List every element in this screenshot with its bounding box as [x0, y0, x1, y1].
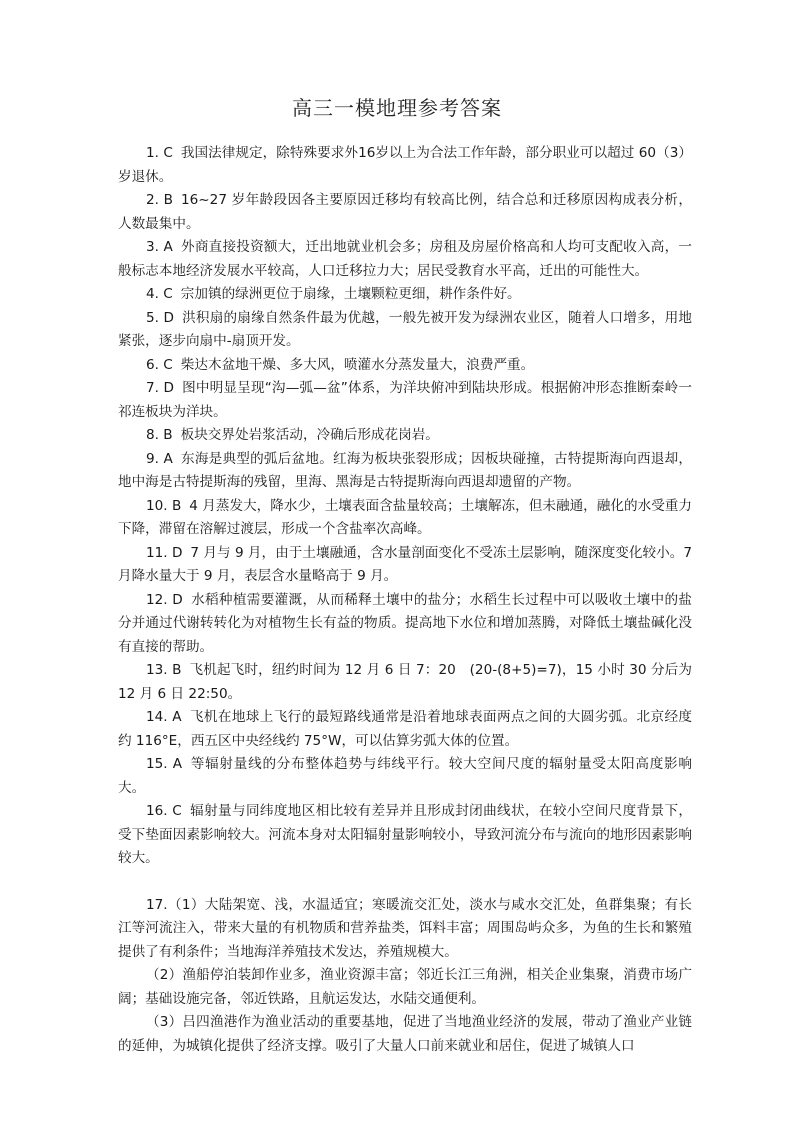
- answer-text: 图中明显呈现“沟—弧—盆”体系，为洋块俯冲到陆块形成。根据俯冲形态推断秦岭一祁连板块为洋块。: [118, 380, 692, 420]
- answer-number: 5. D: [146, 309, 174, 326]
- answer-text: 4 月蒸发大，降水少，土壤表面含盐量较高；土壤解冻，但未融通，融化的水受重力下降，滞留在溶解过渡层，形成一个含盐率次高峰。: [118, 497, 693, 537]
- answer-number: 16. C: [146, 803, 182, 819]
- answer-item: [118, 307, 692, 354]
- answer-item: [118, 283, 692, 307]
- answer-number: 4. C: [146, 286, 173, 302]
- section-spacer: [118, 871, 692, 894]
- answer-number: 7. D: [146, 380, 174, 396]
- answer-item: [118, 236, 692, 283]
- answer-number: 11. D: [146, 544, 183, 561]
- answer-number: 14. A: [146, 709, 182, 725]
- answer-item: [118, 495, 692, 542]
- answer-text: 宗加镇的绿洲更位于扇缘，土壤颗粒更细，耕作条件好。: [180, 286, 521, 302]
- answer-text: 16~27 岁年龄段因各主要原因迁移均有较高比例，结合总和迁移原因构成表分析，人数最集中。: [118, 192, 692, 232]
- answer-text: 飞机起飞时，纽约时间为 12 月 6 日 7：20 (20-(8+5)=7)，15 小时 30 分后为 12 月 6 日 22:50。: [118, 662, 692, 702]
- answer-item: [118, 542, 692, 589]
- answer-item: [118, 659, 692, 706]
- answer-item: [118, 589, 692, 660]
- answer-text: 7 月与 9 月，由于土壤融通，含水量剖面变化不受冻土层影响，随深度变化较小。7 月降水量大于 9 月，表层含水量略高于 9 月。: [118, 544, 692, 584]
- answer-text: 等辐射量线的分布整体趋势与纬线平行。较大空间尺度的辐射量受太阳高度影响大。: [118, 756, 692, 796]
- answer-text: 辐射量与同纬度地区相比较有差异并且形成封闭曲线状，在较小空间尺度背景下，受下垫面因素影响较大。河流本身对太阳辐射量影响较小，导致河流分布与流向的地形因素影响较大。: [118, 803, 693, 866]
- answer-number: 1. C: [146, 145, 173, 161]
- answer-text: 洪积扇的扇缘自然条件最为优越，一般先被开发为绿洲农业区，随着人口增多，用地紧张，逐步向扇中-扇顶开发。: [118, 309, 692, 349]
- answer-text: 板块交界处岩浆活动，冷确后形成花岗岩。: [180, 427, 439, 443]
- answer-text: 外商直接投资额大，迁出地就业机会多；房租及房屋价格高和人均可支配收入高，一般标志本地经济发展水平较高，人口迁移拉力大；居民受教育水平高，迁出的可能性大。: [118, 239, 692, 279]
- answer-text: 我国法律规定，除特殊要求外16岁以上为合法工作年龄，部分职业可以超过 60（3）岁退休。: [118, 145, 692, 185]
- answer-list: [118, 142, 692, 871]
- answer-number: 3. A: [146, 239, 173, 255]
- answer-text: 柴达木盆地干燥、多大风，喷灌水分蒸发量大，浪费严重。: [180, 356, 535, 373]
- answer-item: [118, 354, 692, 378]
- question-17-answers: [118, 894, 692, 1059]
- answer-number: 15. A: [146, 756, 182, 772]
- answer-content: [118, 142, 692, 1058]
- answer-number: 12. D: [146, 591, 183, 608]
- answer-number: 8. B: [146, 427, 173, 443]
- answer-number: 9. A: [146, 450, 173, 467]
- answer-item: [118, 706, 692, 753]
- answer-item: [118, 800, 692, 871]
- page-title: 高三一模地理参考答案: [292, 96, 502, 120]
- answer-item: [118, 189, 692, 236]
- answer-item: [118, 424, 692, 448]
- q17-paragraph: 17.（1）大陆架宽、浅，水温适宜；寒暖流交汇处，淡水与咸水交汇处，鱼群集聚；有长江等河流注入，带来大量的有机物质和营养盐类，饵料丰富；周围岛屿众多，为鱼的生长和繁殖提供了有利条件；当地海洋养殖技术发达，养殖规模大。: [118, 896, 692, 960]
- answer-item: [118, 377, 692, 424]
- answer-text: 飞机在地球上飞行的最短路线通常是沿着地球表面两点之间的大圆劣弧。北京经度约 116°E，西五区中央经线约 75°W，可以估算劣弧大体的位置。: [118, 709, 692, 749]
- q17-paragraph: （3）吕四渔港作为渔业活动的重要基地，促进了当地渔业经济的发展，带动了渔业产业链的延伸，为城镇化提供了经济支撑。吸引了大量人口前来就业和居住，促进了城镇人口: [118, 1014, 692, 1054]
- answer-item: [118, 753, 692, 800]
- answer-text: 东海是典型的弧后盆地。红海为板块张裂形成；因板块碰撞，古特提斯海向西退却，地中海是古特提斯海的残留，里海、黑海是古特提斯海向西退却遗留的产物。: [118, 450, 692, 490]
- answer-item: [118, 448, 692, 495]
- answer-number: 13. B: [146, 662, 182, 678]
- answer-text: 水稻种植需要灌溉，从而稀释土壤中的盐分；水稻生长过程中可以吸收土壤中的盐分并通过代谢转转化为对植物生长有益的物质。提高地下水位和增加蒸腾，对降低土壤盐碱化没有直接的帮助。: [118, 591, 692, 655]
- q17-paragraph: （2）渔船停泊装卸作业多，渔业资源丰富；邻近长江三角洲，相关企业集聚，消费市场广阔；基础设施完备，邻近铁路，且航运发达，水陆交通便利。: [118, 967, 692, 1007]
- answer-number: 2. B: [146, 192, 173, 208]
- answer-number: 10. B: [146, 497, 182, 514]
- answer-item: [118, 142, 692, 189]
- answer-number: 6. C: [146, 356, 173, 373]
